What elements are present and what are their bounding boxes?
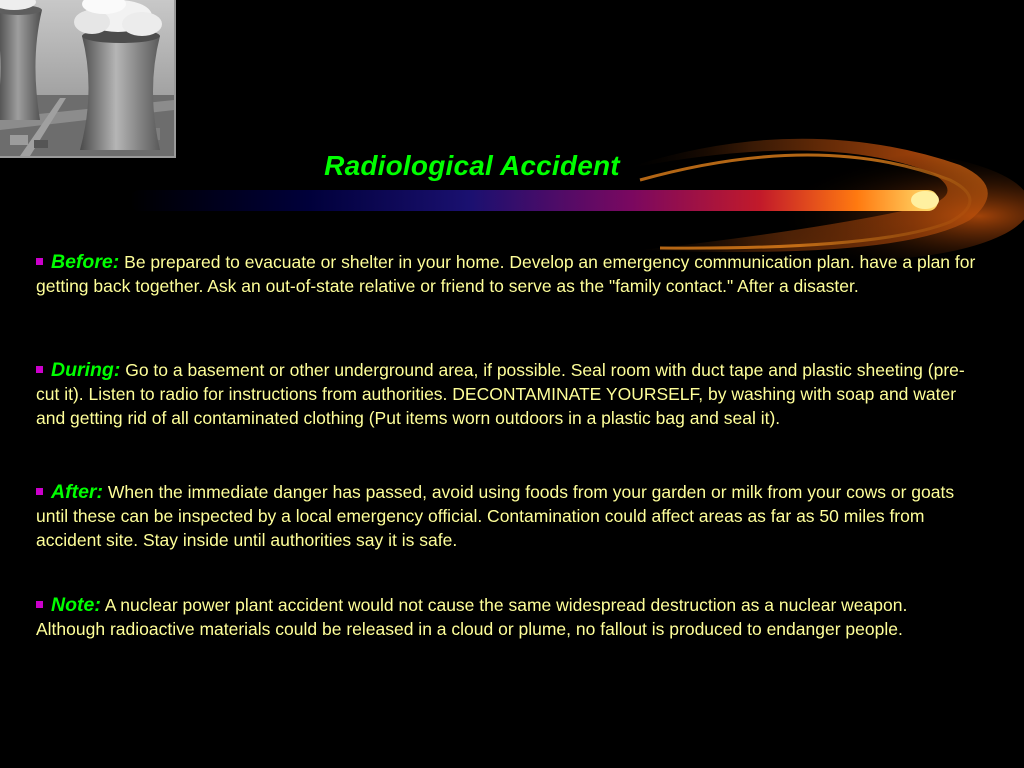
- paragraph-note: [36, 593, 976, 641]
- paragraph-text: Go to a basement or other underground area, if possible. Seal room with duct tape and plastic sheeting (pre-cut it). Listen to radio for instructions from authorities. DECONTAMINATE YOURSELF, by washing with soap and water and getting rid of all contaminated clothing (Put items worn outdoors in a plastic bag and seal it).: [36, 360, 965, 428]
- paragraph-text: A nuclear power plant accident would not cause the same widespread destruction as a nuclear weapon. Although radioactive materials could be released in a cloud or plume, no fallout is produced to endanger people.: [36, 595, 908, 639]
- paragraph-lead: Before:: [51, 251, 120, 273]
- paragraph-lead: Note:: [51, 594, 101, 616]
- bullet-square-icon: [36, 601, 43, 608]
- paragraph-after: [36, 480, 976, 552]
- paragraph-text: When the immediate danger has passed, avoid using foods from your garden or milk from your cows or goats until these can be inspected by a local emergency official. Contamination could affect areas as far as 50 miles from accident site. Stay inside until authorities say it is safe.: [36, 482, 955, 550]
- decorative-swoosh: [0, 110, 1024, 260]
- paragraph-during: [36, 358, 976, 430]
- paragraph-lead: During:: [51, 359, 121, 381]
- slide-title: Radiological Accident: [324, 150, 620, 181]
- paragraph-text: Be prepared to evacuate or shelter in your home. Develop an emergency communication plan. have a plan for getting back together. Ask an out-of-state relative or friend to serve as the "family contact." After a disaster.: [36, 252, 976, 296]
- paragraph-before: [36, 250, 976, 298]
- bullet-square-icon: [36, 258, 43, 265]
- bullet-square-icon: [36, 366, 43, 373]
- paragraph-lead: After:: [51, 481, 103, 503]
- bullet-square-icon: [36, 488, 43, 495]
